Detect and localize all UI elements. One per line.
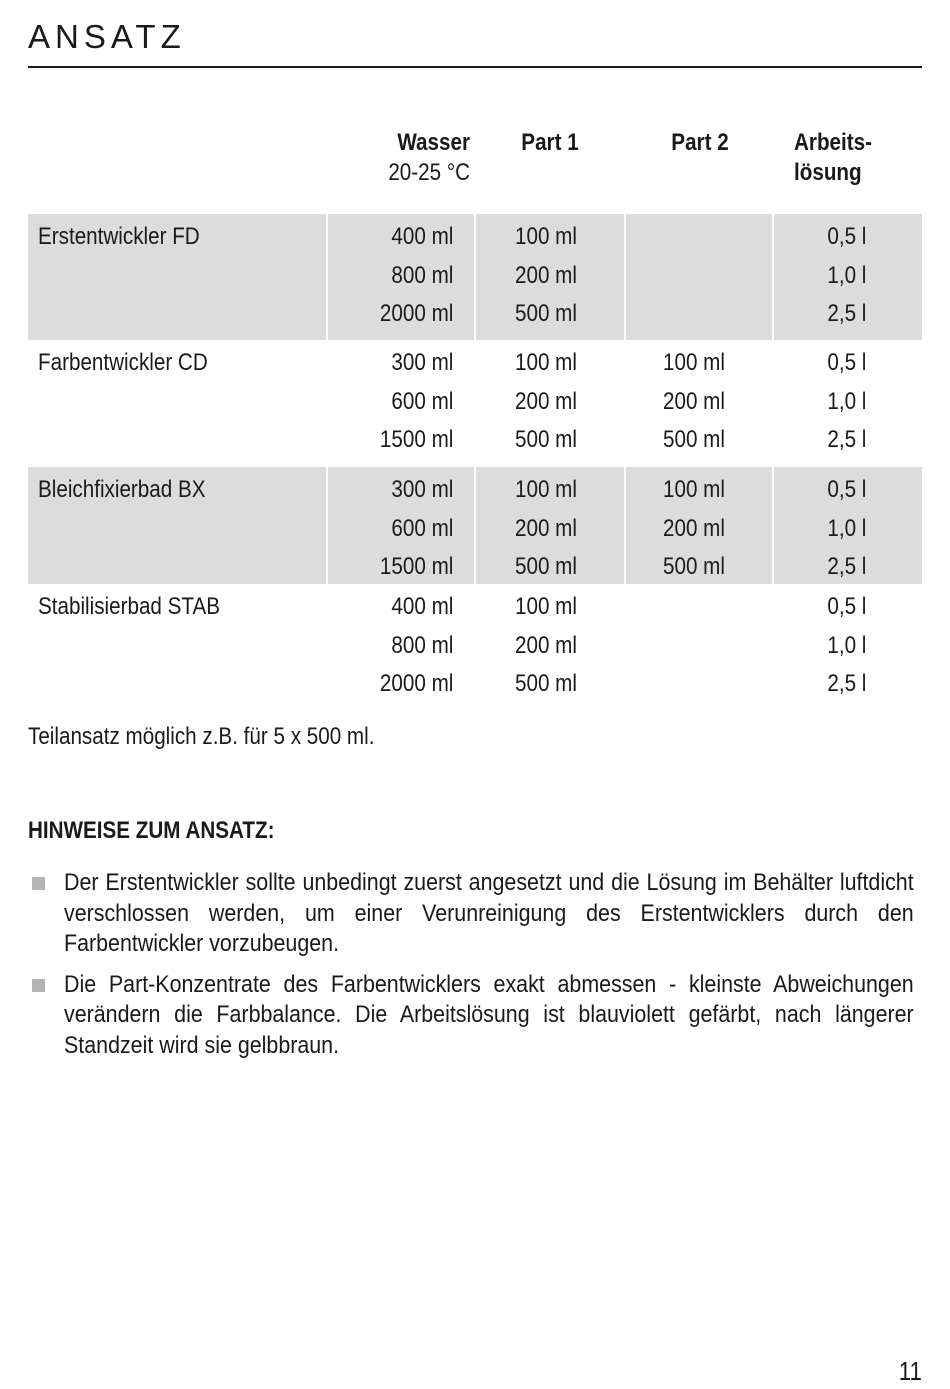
part-1-cell xyxy=(476,214,624,340)
value: 500 ml xyxy=(663,553,725,580)
arbeitsloesung-values xyxy=(827,344,866,460)
value: 0,5 l xyxy=(826,349,866,376)
value: 1500 ml xyxy=(379,553,454,580)
section-heading: HINWEISE ZUM ANSATZ: xyxy=(28,817,275,844)
part-1-values xyxy=(515,218,577,334)
value: 500 ml xyxy=(515,300,577,327)
wasser-values xyxy=(348,218,474,334)
value: 0,5 l xyxy=(826,223,866,250)
value: 800 ml xyxy=(391,261,454,289)
part-1-cell xyxy=(476,340,624,467)
list-item xyxy=(28,868,922,960)
value: 300 ml xyxy=(391,349,454,376)
wasser-values xyxy=(348,344,474,460)
value: 500 ml xyxy=(663,426,725,453)
value: 200 ml xyxy=(663,514,725,542)
row-label-cell xyxy=(28,214,326,340)
column-header-wasser-temperature: 20-25 °C xyxy=(388,159,470,186)
value: 100 ml xyxy=(663,476,725,503)
value: 500 ml xyxy=(515,670,577,697)
page-number: 11 xyxy=(898,1356,922,1386)
list-item xyxy=(28,970,922,1062)
row-label: Bleichfixierbad BX xyxy=(38,476,206,503)
column-header-wasser xyxy=(324,128,470,188)
arbeitsloesung-cell xyxy=(774,467,922,584)
arbeitsloesung-values xyxy=(827,471,866,587)
row-label: Erstentwickler FD xyxy=(38,223,200,250)
arbeitsloesung-cell xyxy=(774,340,922,467)
wasser-cell xyxy=(328,584,474,708)
column-header-arbeitsloesung-line-2: lösung xyxy=(794,159,862,186)
value: 500 ml xyxy=(515,426,577,453)
value: 1,0 l xyxy=(826,631,866,659)
value: 400 ml xyxy=(391,593,454,620)
part-2-cell xyxy=(626,214,772,340)
value: 1,0 l xyxy=(826,514,866,542)
value: 2000 ml xyxy=(379,300,454,327)
list-item-text: Der Erstentwickler sollte unbedingt zuerst angesetzt und die Lösung im Behälter luftdicht verschlossen werden, um einer Verunreinigung des Erstentwicklers durch den Farbentwickler vorzubeugen. xyxy=(64,869,914,957)
value: 200 ml xyxy=(515,514,577,542)
column-header-part-2: Part 2 xyxy=(671,129,729,156)
row-label-cell xyxy=(28,467,326,584)
instruction-list xyxy=(28,868,922,1071)
value: 200 ml xyxy=(515,261,577,289)
value: 2,5 l xyxy=(826,670,866,697)
table-row xyxy=(28,584,922,708)
title-divider xyxy=(28,66,922,68)
part-1-cell xyxy=(476,467,624,584)
wasser-values xyxy=(348,588,474,704)
value: 200 ml xyxy=(515,631,577,659)
part-1-values xyxy=(515,344,577,460)
part-1-values xyxy=(515,588,577,704)
value: 0,5 l xyxy=(826,476,866,503)
part-2-cell xyxy=(626,340,772,467)
row-label: Farbentwickler CD xyxy=(38,349,208,376)
part-1-cell xyxy=(476,584,624,708)
value: 2,5 l xyxy=(826,426,866,453)
column-header-arbeitsloesung-line-1: Arbeits- xyxy=(794,129,872,156)
value: 200 ml xyxy=(663,387,725,415)
value: 500 ml xyxy=(515,553,577,580)
wasser-cell xyxy=(328,467,474,584)
value: 800 ml xyxy=(391,631,454,659)
arbeitsloesung-values xyxy=(827,218,866,334)
square-bullet-icon xyxy=(32,877,45,890)
value: 100 ml xyxy=(515,223,577,250)
value: 2000 ml xyxy=(379,670,454,697)
table-row xyxy=(28,467,922,584)
part-1-values xyxy=(515,471,577,587)
partial-mix-note: Teilansatz möglich z.B. für 5 x 500 ml. xyxy=(28,723,375,750)
row-label-cell xyxy=(28,584,326,708)
arbeitsloesung-values xyxy=(827,588,866,704)
value: 600 ml xyxy=(391,514,454,542)
value: 1,0 l xyxy=(826,387,866,415)
table-row xyxy=(28,340,922,467)
row-label: Stabilisierbad STAB xyxy=(38,593,221,620)
value: 100 ml xyxy=(515,476,577,503)
value: 2,5 l xyxy=(826,300,866,327)
arbeitsloesung-cell xyxy=(774,214,922,340)
value: 600 ml xyxy=(391,387,454,415)
part-2-values xyxy=(663,471,725,587)
value: 100 ml xyxy=(663,349,725,376)
square-bullet-icon xyxy=(32,979,45,992)
page-title: ANSATZ xyxy=(28,18,186,55)
part-2-cell xyxy=(626,584,772,708)
value: 1500 ml xyxy=(379,426,454,453)
wasser-values xyxy=(348,471,474,587)
part-2-cell xyxy=(626,467,772,584)
list-item-text: Die Part-Konzentrate des Farbentwicklers exakt abmessen - kleinste Abweichungen verändern die Farbbalance. Die Arbeitslösung ist blauviolett gefärbt, nach längerer Standzeit wird sie gelbbraun. xyxy=(64,970,914,1059)
column-header-part-1: Part 1 xyxy=(521,129,579,156)
mixing-table xyxy=(28,214,922,708)
value: 400 ml xyxy=(391,223,454,250)
column-header-arbeitsloesung xyxy=(794,128,904,188)
table-row xyxy=(28,214,922,340)
column-header-wasser-label: Wasser xyxy=(397,129,470,156)
arbeitsloesung-cell xyxy=(774,584,922,708)
value: 2,5 l xyxy=(826,553,866,580)
part-2-values xyxy=(663,344,725,460)
value: 100 ml xyxy=(515,349,577,376)
row-label-cell xyxy=(28,340,326,467)
value: 0,5 l xyxy=(826,593,866,620)
value: 300 ml xyxy=(391,476,454,503)
value: 200 ml xyxy=(515,387,577,415)
value: 1,0 l xyxy=(826,261,866,289)
value: 100 ml xyxy=(515,593,577,620)
wasser-cell xyxy=(328,214,474,340)
wasser-cell xyxy=(328,340,474,467)
